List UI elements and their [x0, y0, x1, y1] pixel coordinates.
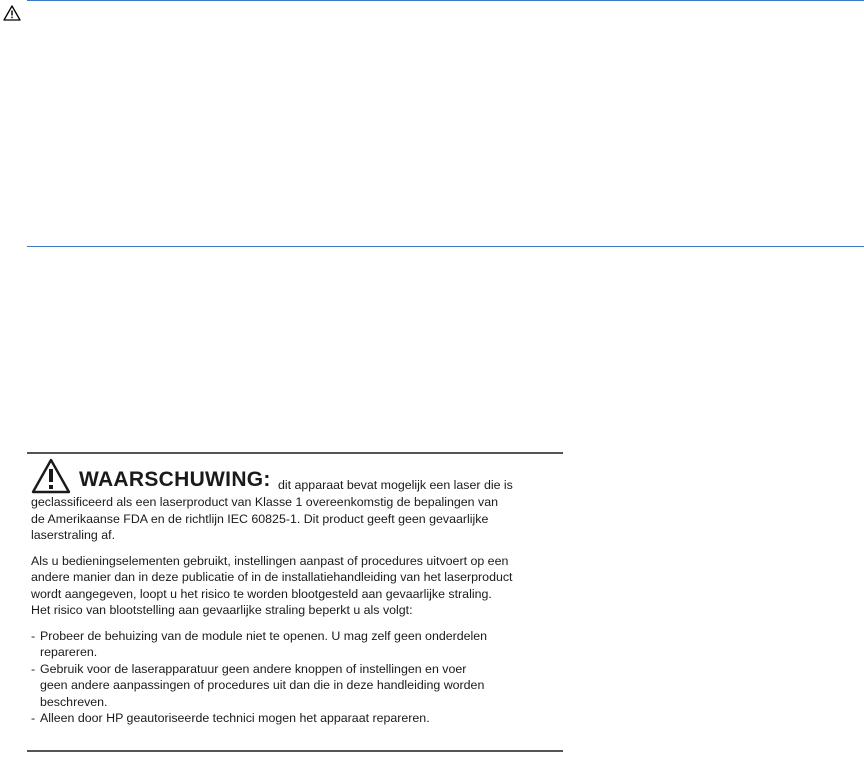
large-warning-icon — [31, 458, 71, 494]
warning-title: WAARSCHUWING: — [79, 468, 271, 491]
paragraph-line: Het risico van blootstelling aan gevaarlijke straling beperkt u als volgt: — [31, 603, 413, 617]
bullet-dash: - — [31, 628, 36, 643]
paragraph-line: andere manier dan in deze publicatie of in de installatiehandleiding van het laserproduct — [31, 570, 513, 584]
section-divider — [27, 246, 864, 247]
list-item-line: repareren. — [40, 645, 98, 659]
paragraph-line: geclassificeerd als een laserproduct van Klasse 1 overeenkomstig de bepalingen van — [31, 495, 498, 509]
list-item — [31, 628, 561, 661]
list-item-line: beschreven. — [40, 694, 108, 709]
list-item-line: geen andere aanpassingen of procedures uit dan die in deze handleiding worden — [40, 678, 485, 692]
warning-notice — [31, 458, 561, 727]
list-item-line: Gebruik voor de laserapparatuur geen andere knoppen of instellingen en voer — [40, 661, 467, 676]
list-item-line: Probeer de behuizing van de module niet te openen. U mag zelf geen onderdelen — [40, 628, 488, 643]
warning-icon — [3, 5, 21, 21]
warning-intro-text: dit apparaat bevat mogelijk een laser die is — [278, 478, 513, 492]
figure-bottom-border — [27, 750, 563, 752]
laser-warning-figure — [27, 452, 563, 752]
list-item — [31, 661, 561, 711]
paragraph-spacer — [31, 544, 561, 553]
list-item — [31, 710, 561, 727]
bullet-dash: - — [31, 711, 36, 725]
paragraph-line: Als u bedieningselementen gebruikt, instellingen aanpast of procedures uitvoert op een — [31, 553, 509, 568]
paragraph-spacer — [31, 619, 561, 628]
warning-headline — [31, 458, 561, 494]
paragraph-line: wordt aangegeven, loopt u het risico te worden blootgesteld aan gevaarlijke straling. — [31, 586, 492, 601]
list-item-line: Alleen door HP geautoriseerde technici mogen het apparaat repareren. — [40, 711, 430, 725]
figure-top-border — [27, 452, 563, 454]
bullet-dash: - — [31, 661, 36, 676]
paragraph-line: de Amerikaanse FDA en de richtlijn IEC 60825-1. Dit product geeft geen gevaarlijke — [31, 511, 489, 526]
paragraph-line: laserstraling af. — [31, 528, 116, 542]
top-divider — [27, 0, 864, 1]
